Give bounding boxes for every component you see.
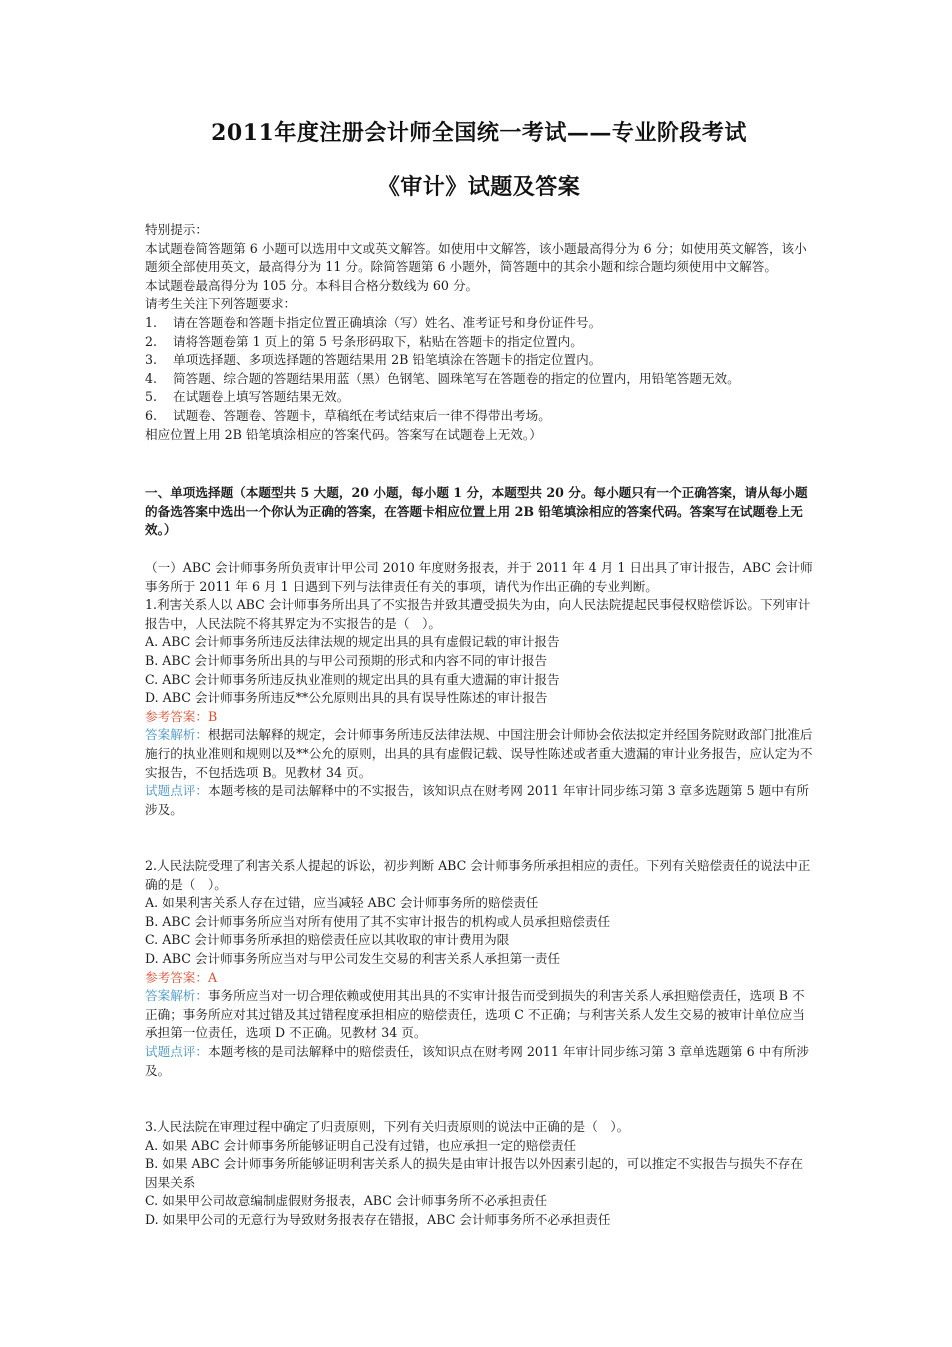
comment-text: 本题考核的是司法解释中的赔偿责任，该知识点在财考网 2011 年审计同步练习第 3 章单选题第 6 中有所涉及。: [145, 1043, 810, 1078]
comment-line: [145, 782, 813, 819]
notice-item: 6. 试题卷、答题卷、答题卡，草稿纸在考试结束后一律不得带出考场。: [145, 407, 551, 423]
answer-value: B: [207, 708, 218, 724]
answer-label: 参考答案：: [145, 708, 208, 724]
question-block-3: [145, 1118, 813, 1230]
answer-line: [145, 969, 813, 988]
notice-heading: 特别提示：: [145, 222, 208, 237]
question-option: B. 如果 ABC 会计师事务所能够证明利害关系人的损失是由审计报告以外因素引起的，可以推定不实报告与损失不存在因果关系: [145, 1156, 803, 1190]
question-option: D. ABC 会计师事务所应当对与甲公司发生交易的利害关系人承担第一责任: [145, 950, 561, 966]
notice-paragraph: 本试题卷最高得分为 105 分。本科目合格分数线为 60 分。: [145, 277, 479, 293]
analysis-line: [145, 726, 813, 782]
answer-label: 参考答案：: [145, 969, 208, 985]
question-option: A. 如果 ABC 会计师事务所能够证明自己没有过错，也应承担一定的赔偿责任: [145, 1137, 577, 1153]
notice-block: [145, 221, 813, 444]
question-option: B. ABC 会计师事务所应当对所有使用了其不实审计报告的机构或人员承担赔偿责任: [145, 913, 611, 929]
comment-label: 试题点评：: [145, 783, 208, 799]
question-stem: 3.人民法院在审理过程中确定了归责原则，下列有关归责原则的说法中正确的是（ ）。: [145, 1119, 630, 1134]
question-option: A. ABC 会计师事务所违反法律法规的规定出具的具有虚假记载的审计报告: [145, 634, 560, 650]
notice-paragraph: 请考生关注下列答题要求：: [145, 296, 297, 312]
analysis-text: 事务所应当对一切合理依赖或使用其出具的不实审计报告而受到损失的利害关系人承担赔偿责任，选项 B 不正确；事务所应对其过错及其过错程度承担相应的赔偿责任，选项 C 不正确；与利害关系人发生交易的被审计单位应当承担第一位责任，选项 D 不正确。见教材 34 页。: [145, 988, 805, 1041]
analysis-text: 根据司法解释的规定，会计师事务所违反法律法规、中国注册会计师协会依法拟定并经国务院财政部门批准后施行的执业准则和规则以及**公允的原则，出具的具有虚假记载、误导性陈述或者重大遗漏的审计业务报告，应认定为不实报告，不包括选项 B。见教材 34 页。: [145, 727, 813, 780]
notice-item: 3. 单项选择题、多项选择题的答题结果用 2B 铅笔填涂在答题卡的指定位置内。: [145, 352, 602, 368]
notice-tail: 相应位置上用 2B 铅笔填涂相应的答案代码。答案写在试题卷上无效。）: [145, 426, 542, 442]
document-subtitle: 《审计》试题及答案: [377, 174, 581, 200]
notice-paragraph: 本试题卷简答题第 6 小题可以选用中文或英文解答。如使用中文解答，该小题最高得分为 6 分；如使用英文解答，该小题须全部使用英文，最高得分为 11 分。除简答题第 6 小题外，简答题中的其余小题和综合题均须使用中文解答。: [145, 240, 807, 275]
analysis-line: [145, 987, 813, 1043]
document-title: 2011年度注册会计师全国统一考试——专业阶段考试: [211, 120, 747, 146]
notice-item: 1. 请在答题卷和答题卡指定位置正确填涂（写）姓名、准考证号和身份证件号。: [145, 314, 602, 330]
question-option: C. ABC 会计师事务所承担的赔偿责任应以其收取的审计费用为限: [145, 932, 510, 948]
question-block-1: [145, 559, 813, 819]
question-option: B. ABC 会计师事务所出具的与甲公司预期的形式和内容不同的审计报告: [145, 652, 548, 668]
question-stem: 2.人民法院受理了利害关系人提起的诉讼，初步判断 ABC 会计师事务所承担相应的责任。下列有关赔偿责任的说法中正确的是（ ）。: [145, 858, 811, 892]
question-option: A. 如果利害关系人存在过错，应当减轻 ABC 会计师事务所的赔偿责任: [145, 895, 539, 911]
notice-item: 5. 在试题卷上填写答题结果无效。: [145, 389, 350, 405]
analysis-label: 答案解析：: [145, 727, 208, 743]
answer-value: A: [207, 969, 218, 985]
section-heading: 一、单项选择题（本题型共 5 大题，20 小题，每小题 1 分，本题型共 20 分。每小题只有一个正确答案，请从每小题的备选答案中选出一个你认为正确的答案，在答题卡相应位置上用 2B 铅笔填涂相应的答案代码。答案写在试题卷上无效。）: [145, 485, 808, 538]
answer-line: [145, 708, 813, 727]
notice-item: 4. 简答题、综合题的答题结果用蓝（黑）色钢笔、圆珠笔写在答题卷的指定的位置内，用铅笔答题无效。: [145, 370, 740, 386]
comment-text: 本题考核的是司法解释中的不实报告，该知识点在财考网 2011 年审计同步练习第 3 章多选题第 5 题中有所涉及。: [145, 783, 810, 817]
comment-label: 试题点评：: [145, 1043, 208, 1059]
question-option: C. 如果甲公司故意编制虚假财务报表，ABC 会计师事务所不必承担责任: [145, 1193, 548, 1209]
question-stem: 1.利害关系人以 ABC 会计师事务所出具了不实报告并致其遭受损失为由，向人民法院提起民事侵权赔偿诉讼。下列审计报告中，人民法院不将其界定为不实报告的是（ ）。: [145, 597, 811, 631]
question-block-2: [145, 857, 813, 1080]
case-intro: （一）ABC 会计师事务所负责审计甲公司 2010 年度财务报表，并于 2011 年 4 月 1 日出具了审计报告，ABC 会计师事务所于 2011 年 6 月 1 日遇到下列与法律责任有关的事项，请代为作出正确的专业判断。: [145, 560, 813, 594]
analysis-label: 答案解析：: [145, 988, 208, 1004]
question-option: D. ABC 会计师事务所违反**公允原则出具的具有误导性陈述的审计报告: [145, 690, 548, 706]
question-option: D. 如果甲公司的无意行为导致财务报表存在错报，ABC 会计师事务所不必承担责任: [145, 1211, 611, 1227]
comment-line: [145, 1043, 813, 1080]
notice-item: 2. 请将答题卷第 1 页上的第 5 号条形码取下，粘贴在答题卡的指定位置内。: [145, 333, 583, 349]
question-option: C. ABC 会计师事务所违反执业准则的规定出具的具有重大遗漏的审计报告: [145, 671, 560, 687]
